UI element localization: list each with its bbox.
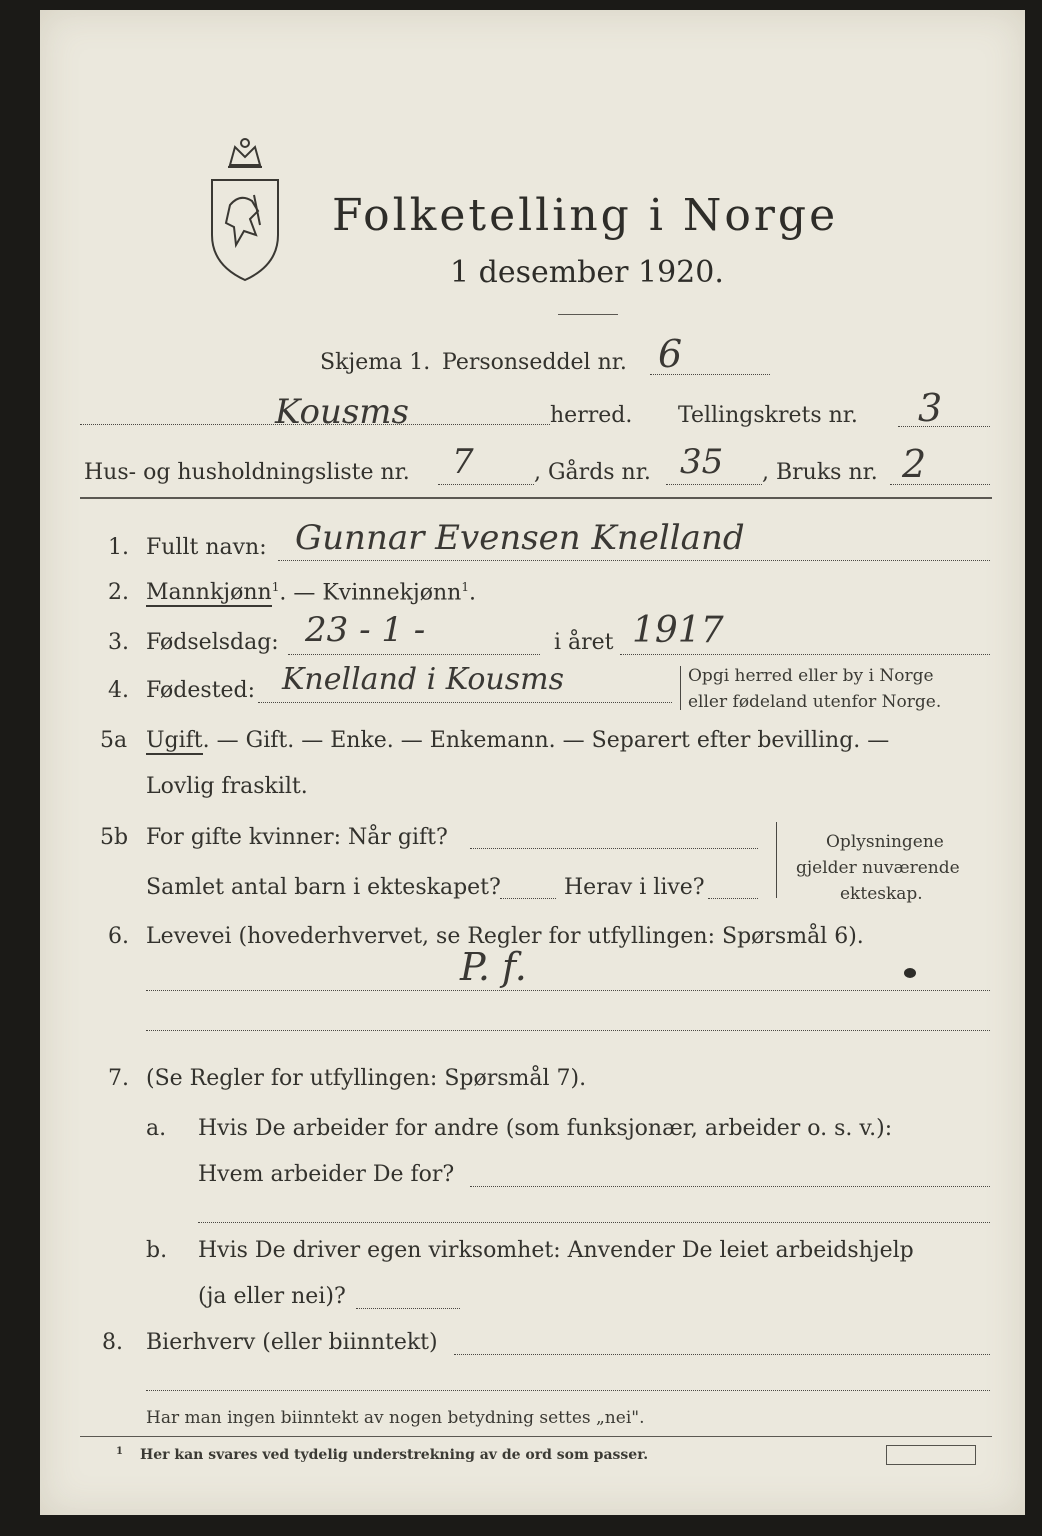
ink-blot bbox=[904, 968, 916, 978]
title-divider bbox=[558, 314, 618, 315]
married-when-line bbox=[470, 848, 758, 849]
herred-label: herred. bbox=[550, 403, 633, 428]
unmarried-option[interactable]: Ugift bbox=[146, 728, 203, 753]
hus-line bbox=[438, 484, 534, 485]
side-income-line bbox=[454, 1354, 990, 1355]
marriage-note-line1: Oplysningene bbox=[826, 832, 944, 852]
female-option[interactable]: Kvinnekjønn bbox=[322, 580, 462, 606]
personseddel-value[interactable]: 6 bbox=[658, 332, 683, 376]
occupation-line-2 bbox=[146, 1030, 990, 1031]
full-name-value[interactable]: Gunnar Evensen Knelland bbox=[295, 518, 745, 558]
q4-label: Fødested: bbox=[146, 678, 256, 703]
birthplace-note-line2: eller fødeland utenfor Norge. bbox=[688, 692, 942, 712]
personseddel-label: Personseddel nr. bbox=[442, 350, 627, 375]
schema-label: Skjema 1. bbox=[320, 350, 431, 375]
hus-value[interactable]: 7 bbox=[452, 442, 474, 482]
personseddel-line bbox=[650, 374, 770, 375]
alive-label: Herav i live? bbox=[564, 875, 705, 900]
q4-number: 4. bbox=[108, 678, 129, 703]
marriage-note-line2: gjelder nuværende bbox=[796, 858, 960, 878]
marital-status-options: Ugift. — Gift. — Enke. — Enkemann. — Separert efter bevilling. — bbox=[146, 728, 890, 753]
marriage-note-line3: ekteskap. bbox=[840, 884, 923, 904]
footnote: Her kan svares ved tydelig understrekning av de ord som passer. bbox=[140, 1447, 649, 1463]
birthplace-note-line1: Opgi herred eller by i Norge bbox=[688, 666, 934, 686]
marriage-note-bracket bbox=[776, 822, 779, 898]
occupation-value[interactable]: P. f. bbox=[460, 945, 527, 989]
q1-label: Fullt navn: bbox=[146, 535, 267, 560]
q8-number: 8. bbox=[102, 1330, 123, 1355]
q5a-number: 5a bbox=[100, 728, 128, 753]
tellingskrets-label: Tellingskrets nr. bbox=[678, 403, 858, 428]
gards-line bbox=[666, 484, 762, 485]
q3-label: Fødselsdag: bbox=[146, 630, 279, 655]
q7b-label: Hvis De driver egen virksomhet: Anvender De leiet arbeidshjelp bbox=[198, 1238, 914, 1263]
q7-label: (Se Regler for utfyllingen: Spørsmål 7). bbox=[146, 1066, 587, 1091]
birthplace-value[interactable]: Knelland i Kousms bbox=[282, 662, 564, 697]
bruks-label: , Bruks nr. bbox=[762, 460, 878, 485]
birth-year-value[interactable]: 1917 bbox=[632, 610, 724, 651]
q7a-label: Hvis De arbeider for andre (som funksjonær, arbeider o. s. v.): bbox=[198, 1116, 893, 1141]
children-label: Samlet antal barn i ekteskapet? bbox=[146, 875, 501, 900]
employer-label: Hvem arbeider De for? bbox=[198, 1162, 455, 1187]
alive-line bbox=[708, 898, 758, 899]
header-rule bbox=[80, 497, 992, 499]
footnote-mark: 1 bbox=[116, 1446, 123, 1457]
municipality-value[interactable]: Kousms bbox=[275, 392, 409, 432]
q7b-letter: b. bbox=[146, 1238, 168, 1263]
q7-number: 7. bbox=[108, 1066, 129, 1091]
q1-number: 1. bbox=[108, 535, 129, 560]
children-line bbox=[500, 898, 556, 899]
employer-line bbox=[470, 1186, 990, 1187]
full-name-line bbox=[278, 560, 990, 561]
side-income-line-2 bbox=[146, 1390, 990, 1391]
occupation-line-1 bbox=[146, 990, 990, 991]
census-date: 1 desember 1920. bbox=[450, 255, 724, 290]
printer-stamp-icon bbox=[886, 1445, 976, 1465]
q7a-letter: a. bbox=[146, 1116, 167, 1141]
q6-number: 6. bbox=[108, 924, 129, 949]
married-when-label: For gifte kvinner: Når gift? bbox=[146, 825, 448, 850]
hired-help-line bbox=[356, 1308, 460, 1309]
birthplace-line bbox=[258, 702, 672, 703]
q6-label: Levevei (hovederhvervet, se Regler for utfyllingen: Spørsmål 6). bbox=[146, 924, 864, 949]
hired-help-label: (ja eller nei)? bbox=[198, 1284, 346, 1309]
q8-label: Bierhverv (eller biinntekt) bbox=[146, 1330, 438, 1355]
birthplace-note-bracket bbox=[680, 666, 683, 710]
birthdate-value[interactable]: 23 - 1 - bbox=[305, 610, 426, 650]
q3-number: 3. bbox=[108, 630, 129, 655]
divorced-option[interactable]: Lovlig fraskilt. bbox=[146, 774, 308, 799]
tellingskrets-line bbox=[898, 426, 990, 427]
birth-year-line bbox=[620, 654, 990, 655]
gards-value[interactable]: 35 bbox=[680, 442, 724, 482]
year-label: i året bbox=[554, 630, 614, 655]
employer-line-2 bbox=[198, 1222, 990, 1223]
census-form-page bbox=[40, 10, 1025, 1515]
q2-number: 2. bbox=[108, 580, 129, 605]
sex-options: Mannkjønn$^1$. — Kvinnekjønn$^1$. bbox=[146, 580, 476, 606]
footer-rule bbox=[80, 1436, 992, 1437]
norwegian-coat-of-arms-icon bbox=[200, 135, 290, 285]
birthdate-line bbox=[288, 654, 540, 655]
tellingskrets-value[interactable]: 3 bbox=[918, 386, 943, 430]
form-title: Folketelling i Norge bbox=[332, 190, 839, 241]
bruks-line bbox=[890, 484, 990, 485]
bruks-value[interactable]: 2 bbox=[902, 442, 927, 486]
male-option[interactable]: Mannkjønn bbox=[146, 580, 272, 606]
q5b-number: 5b bbox=[100, 825, 129, 850]
gards-label: , Gårds nr. bbox=[534, 460, 651, 485]
hus-label: Hus- og husholdningsliste nr. bbox=[84, 460, 410, 485]
footer-note: Har man ingen biinntekt av nogen betydning settes „nei". bbox=[146, 1408, 645, 1428]
